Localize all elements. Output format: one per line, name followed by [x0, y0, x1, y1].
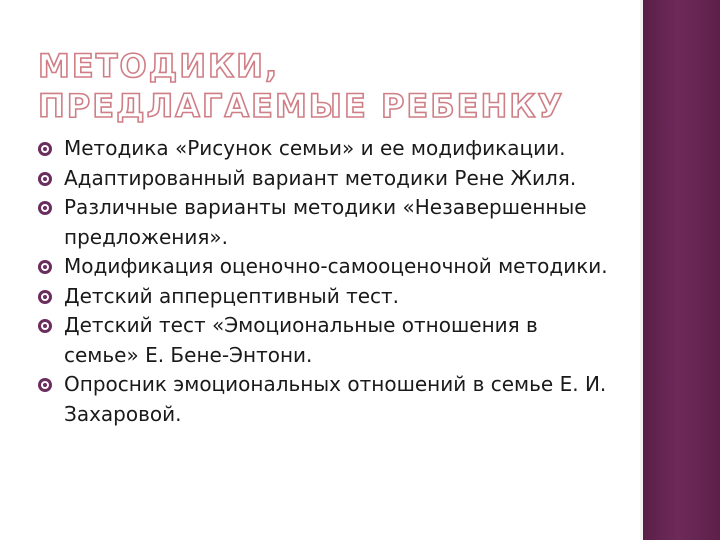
list-item	[38, 311, 618, 370]
radio-bullet-icon	[38, 319, 52, 333]
list-item	[38, 193, 618, 252]
radio-bullet-icon	[38, 142, 52, 156]
list-item-text: Модификация оценочно-самооценочной методики.	[64, 254, 608, 278]
decorative-sidebar	[640, 0, 720, 540]
list-item-text: Детский апперцептивный тест.	[64, 283, 400, 308]
bullet-list	[38, 134, 618, 429]
radio-bullet-icon	[38, 201, 52, 215]
radio-bullet-icon	[38, 378, 52, 392]
list-item	[38, 370, 618, 429]
radio-bullet-icon	[38, 172, 52, 186]
list-item-text: Различные варианты методики «Незавершенные предложения».	[64, 195, 587, 249]
list-item	[38, 134, 618, 164]
list-item-text: Детский тест «Эмоциональные отношения в семье» Е. Бене-Энтони.	[64, 313, 538, 367]
radio-bullet-icon	[38, 260, 52, 274]
list-item-text: Методика «Рисунок семьи» и ее модификации.	[64, 136, 566, 160]
radio-bullet-icon	[38, 290, 52, 304]
list-item	[38, 282, 618, 312]
list-item-text: Опросник эмоциональных отношений в семье Е. И. Захаровой.	[64, 372, 607, 426]
list-item-text: Адаптированный вариант методики Рене Жиля.	[64, 165, 577, 190]
slide-title: МЕТОДИКИ, ПРЕДЛАГАЕМЫЕ РЕБЕНКУ	[38, 47, 565, 125]
list-item	[38, 252, 618, 282]
list-item	[38, 164, 618, 194]
